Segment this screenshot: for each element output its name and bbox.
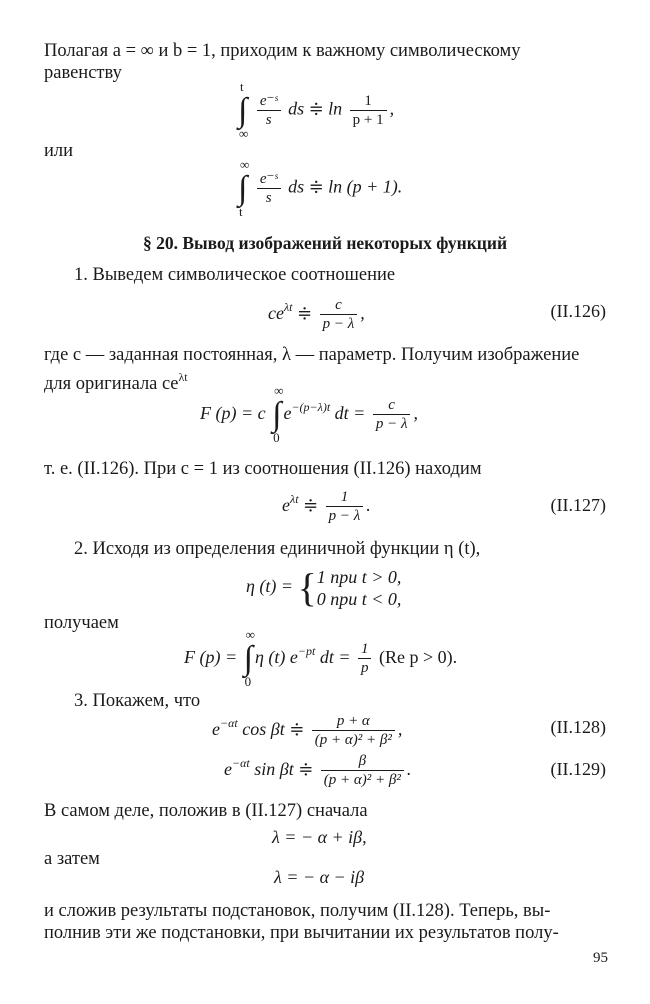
te-line: т. е. (II.126). При c = 1 из соотношения (II.126) находим [44, 459, 482, 479]
receive-word: получаем [44, 613, 119, 633]
intro-line-1: Полагая a = ∞ и b = 1, приходим к важному символическому [44, 41, 521, 61]
equation-label-127: (II.127) [550, 495, 606, 515]
last-line-2: полнив эти же подстановки, при вычитании их результатов полу- [44, 923, 559, 943]
equation-label-128: (II.128) [550, 717, 606, 737]
item-3: 3. Покажем, что [74, 691, 201, 711]
equation-129: $e^{-\alpha t}$ sin βt ≑ $\frac{\beta}{\text{(p + α)² + β²}}$ . [224, 753, 412, 789]
equation-eta-transform: F (p) = ∫ ∞ 0 η (t) $e^{-pt}$ dt = $\frac{1}{p}$ (Re p > 0). [184, 626, 458, 689]
section-heading: § 20. Вывод изображений некоторых функций [142, 233, 508, 253]
equation-127: $e^{\lambda t}$ ≑ $\frac{1}{p - \lambda}$ . [282, 489, 371, 525]
integral-sign: ∫ ∞ 0 [272, 382, 284, 445]
integral-sign: ∫ t ∞ [238, 78, 249, 141]
item-1: 1. Выведем символическое соотношение [74, 265, 396, 285]
left-brace: { [297, 565, 317, 610]
equation-126: $ce^{\lambda t}$ ≑ $\frac{c}{p - \lambda}$ , [268, 297, 365, 333]
intro-line-2: равенству [44, 63, 122, 83]
last-line-1: и сложив результаты подстановок, получим (II.128). Теперь, вы- [44, 901, 551, 921]
equation-integral-1: ∫ t ∞ $\frac{\text{e⁻ˢ}}{s}$ ds ≑ ln $\frac{1}{p + 1}$ , [238, 78, 395, 141]
where-line-2: для оригинала $ce^{\lambda t}$ [44, 370, 188, 394]
item-2: 2. Исходя из определения единичной функции η (t), [74, 539, 481, 559]
where-line-1: где c — заданная постоянная, λ — параметр. Получим изображение [44, 345, 580, 365]
indeed-line: В самом деле, положив в (II.127) сначала [44, 801, 368, 821]
equation-label-126: (II.126) [550, 301, 606, 321]
equation-128: $e^{-\alpha t}$ cos βt ≑ $\frac{p + \alpha}{\text{(p + α)² + β²}}$ , [212, 713, 403, 749]
integral-sign: ∫ ∞ t [238, 156, 250, 219]
page-number: 95 [593, 950, 608, 966]
equation-label-129: (II.129) [550, 759, 606, 779]
then-word: а затем [44, 849, 100, 869]
integral-sign: ∫ ∞ 0 [243, 626, 255, 689]
lambda-substitution-1: λ = − α + iβ, [272, 827, 367, 847]
or-word: или [44, 141, 74, 161]
lambda-substitution-2: λ = − α − iβ [274, 867, 365, 887]
equation-laplace-F: F (p) = c ∫ ∞ 0 $e^{-(p-\lambda)t}$ dt = $\frac{c}{p - \lambda}$ , [200, 382, 418, 445]
equation-integral-2: ∫ ∞ t $\frac{\text{e⁻ˢ}}{s}$ ds ≑ ln (p + 1). [238, 156, 403, 219]
equation-eta-definition: η (t) = { 1 при t > 0, 0 при t < 0, [246, 565, 402, 610]
